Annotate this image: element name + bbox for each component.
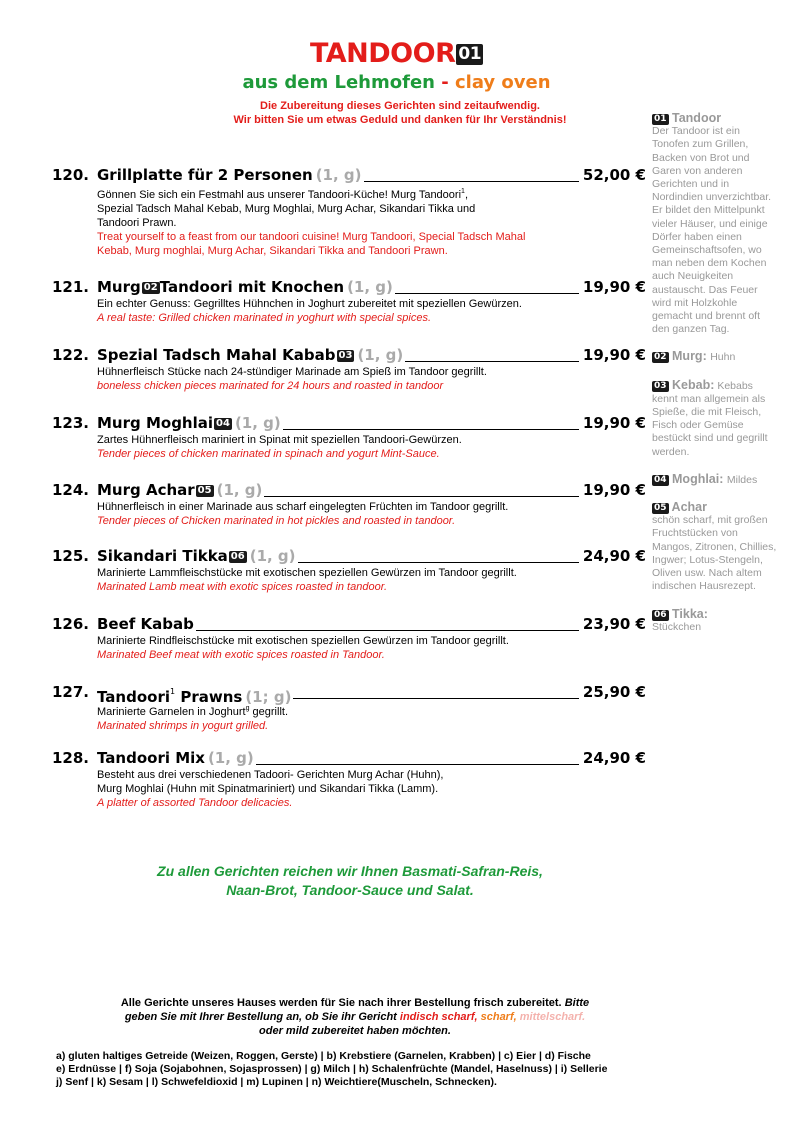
desc-de-text: Marinierte Garnelen in Joghurt [97,706,246,718]
item-name-text: Murg Achar [97,481,195,499]
item-name-text: Tandoori Mix [97,749,205,767]
item-number: 121. [52,278,90,296]
desc-en-line: Kebab, Murg moghlai, Murg Achar, Sikandari Tikka and Tandoori Prawn. [97,245,448,257]
menu-item-header [52,165,646,185]
item-price: 19,90 € [582,278,646,296]
item-price: 19,90 € [582,414,646,432]
desc-de-line: Murg Moghlai (Huhn mit Spinatmariniert) und Sikandari Tikka (Lamm). [97,783,439,795]
glossary-badge: 01 [654,114,667,124]
glossary-text: Kebabs kennt man allgemein als Spieße, die mit Fleisch, Fisch oder Gemüse bestückt sind und gegrillt werden. [652,379,768,458]
leader-line [395,277,579,294]
spice-level-very-hot: indisch scharf, [399,1011,478,1023]
item-number: 120. [52,166,90,184]
item-allergens: (1, g) [347,278,393,296]
title-text: TANDOOR [309,38,456,69]
desc-de-text-b: gegrillt. [249,706,289,718]
item-number: 125. [52,547,90,565]
desc-de-line: Hühnerfleisch Stücke nach 24-stündiger Marinade am Spieß im Tandoor gegrillt. [97,366,487,378]
glossary-heading [652,608,777,621]
leader-line [293,682,578,699]
desc-en-line: Marinated shrimps in yogurt grilled. [97,720,269,732]
glossary-text: Huhn [710,351,736,364]
glossary-tikka [652,608,777,634]
item-allergens: (1, g) [315,166,362,184]
item-number: 123. [52,414,90,432]
leader-line [405,345,579,362]
item-name [97,480,262,500]
footer-line-2 [60,1010,650,1024]
menu-item-header [52,480,646,500]
item-allergens: (1, g) [207,749,254,767]
glossary-text: schön scharf, mit großen Fruchtstücken von Mangos, Zitronen, Chillies, Ingwer; Lotus-Stengeln, Oliven usw. Nach altem indischen Hausrezept. [652,514,777,593]
glossary-term: Tandoor [672,111,722,125]
desc-de-line: Marinierte Rindfleischstücke mit exotischen speziellen Gewürzen im Tandoor gegrillt. [97,635,509,647]
footer-line-3: oder mild zubereitet haben möchten. [259,1025,451,1037]
menu-item-128 [52,748,646,810]
item-badge: 04 [216,418,230,429]
item-description [97,297,646,325]
leader-line [256,748,579,765]
item-number: 127. [52,683,90,701]
item-number: 126. [52,615,90,633]
glossary-murg [652,350,777,364]
item-description [97,634,646,662]
spice-level-medium: mittelscharf. [519,1011,586,1023]
desc-en-line: Tender pieces of chicken marinated in spinach and yogurt Mint-Sauce. [97,448,440,460]
glossary-heading [652,473,777,487]
desc-de-line [97,185,646,202]
sides-line-2: Naan-Brot, Tandoor-Sauce und Salat. [226,882,474,898]
desc-de-line: Ein echter Genuss: Gegrilltes Hühnchen in Joghurt zubereitet mit speziellen Gewürzen. [97,298,522,310]
glossary-term: Achar [671,500,707,515]
menu-item-header [52,614,646,634]
glossary-heading [652,350,777,364]
item-name-text: Spezial Tadsch Mahal Kabab [97,346,336,364]
desc-de-text-b: , [464,189,468,201]
glossary-badge: 02 [654,352,667,363]
footer-line-1 [60,996,650,1010]
glossary-term: Murg: [672,349,707,364]
item-description [97,768,646,810]
menu-item-header [52,748,646,768]
footer-text-italic: Bitte [564,997,590,1009]
footer-text: Alle Gerichte unseres Hauses werden für Sie nach ihrer Bestellung frisch zubereitet. [120,997,562,1009]
spice-level-hot: scharf, [480,1011,517,1023]
notice-line-1: Die Zubereitung dieses Gerichten sind zeitaufwendig. [260,100,540,112]
allergen-line-1: a) gluten haltiges Getreide (Weizen, Roggen, Gerste) | b) Krebstiere (Garnelen, Krabben) | c) Eier | d) Fische [56,1050,591,1062]
item-name-text: Sikandari Tikka [97,547,228,565]
menu-item-123 [52,413,646,461]
item-name [97,345,403,365]
subtitle-dash: - [434,72,455,93]
item-number: 128. [52,749,90,767]
notice-line-2: Wir bitten Sie um etwas Geduld und danken für Ihr Verständnis! [233,114,567,126]
preparation-notice [170,99,630,127]
item-name [97,277,393,297]
sides-line-1: Zu allen Gerichten reichen wir Ihnen Basmati-Safran-Reis, [157,863,543,879]
glossary-sidebar [652,112,777,648]
glossary-badge: 03 [654,380,667,391]
item-name-text-2: Prawns [180,688,243,706]
glossary-badge: 04 [654,474,667,485]
subtitle-english: clay oven [454,72,551,93]
item-name-text: Murg Moghlai [97,414,214,432]
glossary-kebab [652,379,777,459]
item-name [97,546,296,566]
desc-de-line: Spezial Tadsch Mahal Kebab, Murg Moghlai, Murg Achar, Sikandari Tikka und [97,203,476,215]
desc-en-line: A real taste: Grilled chicken marinated in yoghurt with special spices. [97,312,432,324]
item-name-sup: 1 [170,687,176,696]
glossary-term: Kebab: [672,377,715,392]
item-allergens: (1, g) [234,414,281,432]
menu-item-header [52,682,646,706]
item-price: 52,00 € [582,166,646,184]
glossary-achar [652,501,777,593]
leader-line [196,614,579,631]
allergen-legend [56,1050,756,1089]
menu-item-header [52,546,646,566]
item-allergens: (1, g) [249,547,296,565]
glossary-heading [652,112,777,125]
menu-item-header [52,277,646,297]
allergen-line-2: e) Erdnüsse | f) Soja (Sojabohnen, Sojasprossen) | g) Milch | h) Schalenfrüchte (Mandel, Haselnuss) | i) Sellerie [56,1063,608,1075]
glossary-badge: 06 [654,609,667,620]
desc-en-line: Marinated Beef meat with exotic spices roasted in Tandoor. [97,649,385,661]
glossary-heading [652,379,777,459]
item-name-text: Grillplatte für 2 Personen [97,166,313,184]
glossary-term: Tikka: [672,606,708,621]
menu-item-126 [52,614,646,662]
item-badge: 03 [338,350,353,361]
item-price: 19,90 € [582,346,646,364]
page-title [0,38,793,69]
item-allergens: (1, g) [216,481,263,499]
menu-item-header [52,413,646,433]
desc-de-line: Marinierte Lammfleischstücke mit exotischen speziellen Gewürzen im Tandoor gegrillt. [97,567,517,579]
footer-note [60,996,650,1038]
glossary-term: Moghlai: [672,471,724,486]
glossary-heading [652,501,777,514]
item-number: 122. [52,346,90,364]
allergen-line-3: j) Senf | k) Sesam | l) Schwefeldioxid | m) Lupinen | n) Weichtiere(Muscheln, Schnecken). [56,1076,497,1088]
item-name-text: Murg [97,278,141,296]
item-name-text-2: Tandoori mit Knochen [159,278,345,296]
desc-de-line: Besteht aus drei verschiedenen Tadoori- Gerichten Murg Achar (Huhn), [97,769,444,781]
desc-en-line: A platter of assorted Tandoor delicacies. [97,797,293,809]
item-allergens: (1; g) [245,688,292,706]
desc-en-line: Tender pieces of Chicken marinated in hot pickles and roasted in tandoor. [97,515,456,527]
subtitle-german: aus dem Lehmofen [242,72,435,93]
title-badge: 01 [458,44,482,64]
desc-de-line: Zartes Hühnerfleisch mariniert in Spinat mit speziellen Tandoori-Gewürzen. [97,434,462,446]
menu-item-120 [52,165,646,258]
page-subtitle [0,72,793,93]
desc-en-line: boneless chicken pieces marinated for 24 hours and roasted in tandoor [97,380,444,392]
item-price: 24,90 € [582,547,646,565]
item-name [97,682,291,707]
item-name [97,614,194,634]
item-name [97,748,254,768]
item-description [97,500,646,528]
menu-item-header [52,345,646,365]
leader-line [298,546,579,563]
item-allergens: (1, g) [357,346,404,364]
item-price: 23,90 € [582,615,646,633]
menu-item-125 [52,546,646,594]
item-name [97,165,362,185]
item-badge: 02 [143,282,158,293]
desc-en-line: Treat yourself to a feast from our tandoori cuisine! Murg Tandoori, Special Tadsch Mahal [97,231,526,243]
glossary-text: Der Tandoor ist ein Tonofen zum Grillen, Backen von Brot und Garen von anderen Gerichten und in Nordindien unverzichtbar. Er bildet den Mittelpunkt vieler Häuser, und einige Dörfer haben einen Gemeinschaftsofen, wo man neben dem Kochen auch Neuigkeiten austauscht. Das Feuer wird mit Holzkohle gemacht und brennt oft den ganzen Tag. [652,125,772,336]
item-price: 25,90 € [582,683,646,701]
item-badge: 06 [230,551,245,562]
item-description [97,365,646,393]
glossary-badge: 05 [654,503,667,514]
leader-line [283,413,579,430]
glossary-text: Stückchen [652,620,702,633]
glossary-text: Mildes [726,473,758,486]
item-description [97,566,646,594]
side-dishes-note [100,862,600,900]
desc-de-sup: 1 [461,188,465,195]
menu-item-127 [52,682,646,733]
item-name-text: Tandoori [97,688,170,706]
glossary-tandoor [652,112,777,336]
item-description [97,185,646,258]
item-number: 124. [52,481,90,499]
desc-de-line: Tandoori Prawn. [97,217,177,229]
item-name [97,413,281,433]
leader-line [264,480,578,497]
glossary-moghlai [652,473,777,487]
item-price: 19,90 € [582,481,646,499]
desc-de-sup: g [245,705,250,712]
leader-line [364,165,579,182]
item-description [97,433,646,461]
menu-item-121 [52,277,646,325]
menu-item-122 [52,345,646,393]
item-badge: 05 [197,485,212,496]
desc-de-text: Gönnen Sie sich ein Festmahl aus unserer Tandoori-Küche! Murg Tandoori [97,189,462,201]
desc-en-line: Marinated Lamb meat with exotic spices roasted in tandoor. [97,581,388,593]
desc-de-line: Hühnerfleisch in einer Marinade aus scharf eingelegten Früchten im Tandoor gegrillt. [97,501,509,513]
footer-text: geben Sie mit Ihrer Bestellung an, ob Sie ihr Gericht [124,1011,397,1023]
item-price: 24,90 € [582,749,646,767]
item-name-text: Beef Kabab [97,615,194,633]
menu-item-124 [52,480,646,528]
